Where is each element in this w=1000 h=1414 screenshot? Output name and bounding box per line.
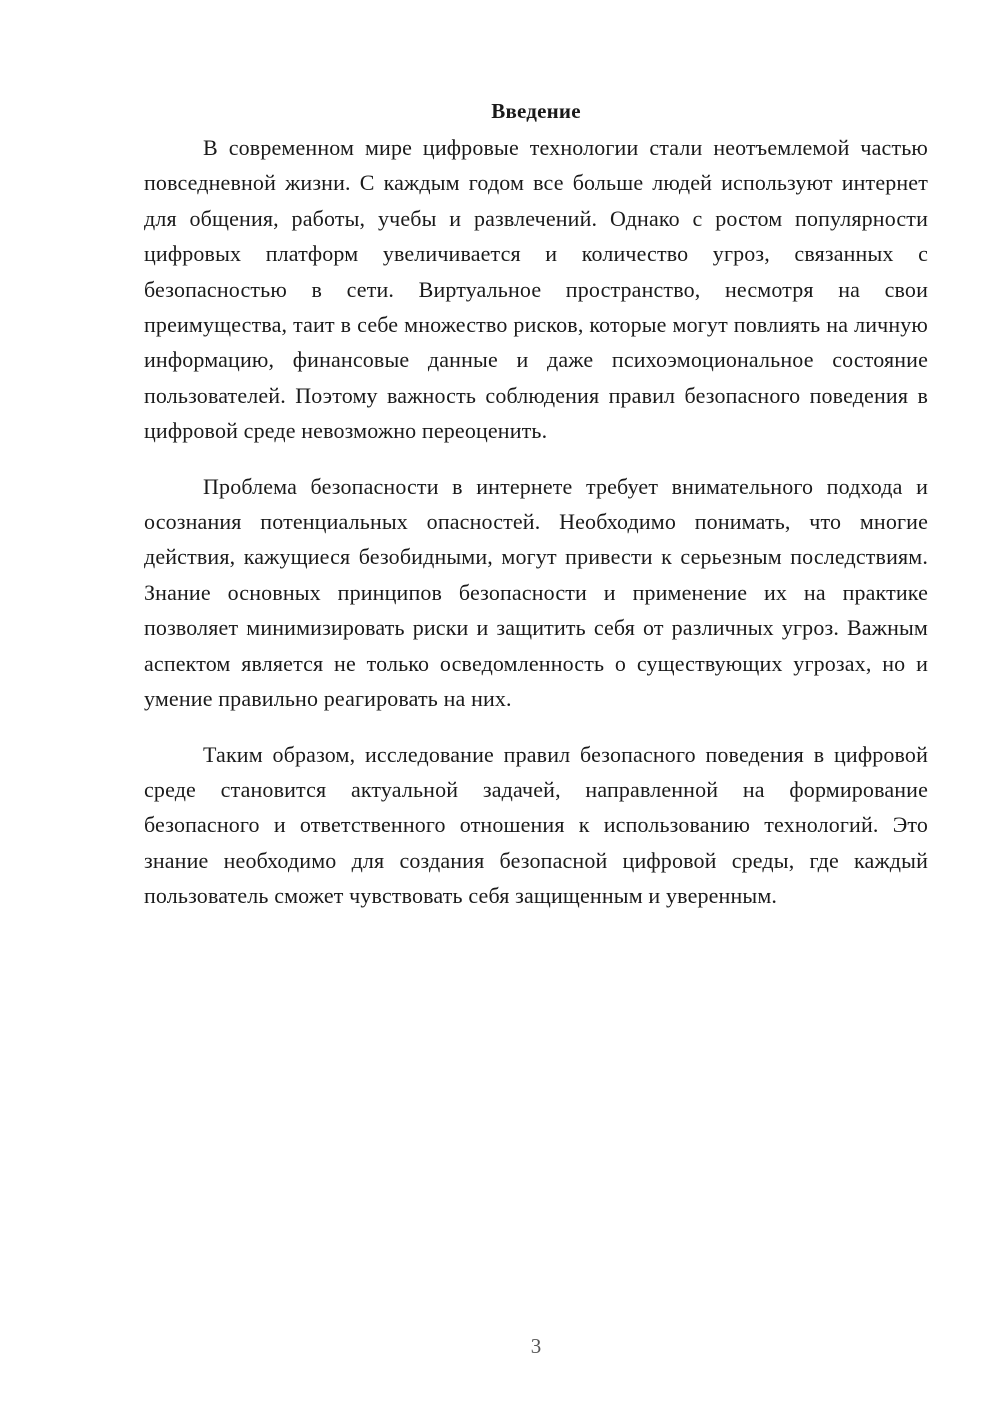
paragraph-3: Таким образом, исследование правил безопасного поведения в цифровой среде становится актуальной задачей, направленной на формирование безопасного и ответственного отношения к использованию технологий. Это знание необходимо для создания безопасной цифровой среды, где каждый пользователь сможет чувствовать себя защищенным и уверенным. [144, 741, 928, 909]
section-title: Введение [491, 99, 581, 123]
paragraph-1: В современном мире цифровые технологии стали неотъемлемой частью повседневной жизни. С каждым годом все больше людей используют интернет для общения, работы, учебы и развлечений. Однако с ростом популярности цифровых платформ увеличивается и количество угроз, связанных с безопасностью в сети. Виртуальное пространство, несмотря на свои преимущества, таит в себе множество рисков, которые могут повлиять на личную информацию, финансовые данные и даже психоэмоциональное состояние пользователей. Поэтому важность соблюдения правил безопасного поведения в цифровой среде невозможно переоценить. [144, 135, 928, 444]
page-content [144, 96, 928, 934]
paragraph-2: Проблема безопасности в интернете требует внимательного подхода и осознания потенциальных опасностей. Необходимо понимать, что многие действия, кажущиеся безобидными, могут привести к серьезным последствиям. Знание основных принципов безопасности и применение их на практике позволяет минимизировать риски и защитить себя от различных угроз. Важным аспектом является не только осведомленность о существующих угрозах, но и умение правильно реагировать на них. [144, 473, 928, 712]
page-number: 3 [530, 1334, 542, 1358]
